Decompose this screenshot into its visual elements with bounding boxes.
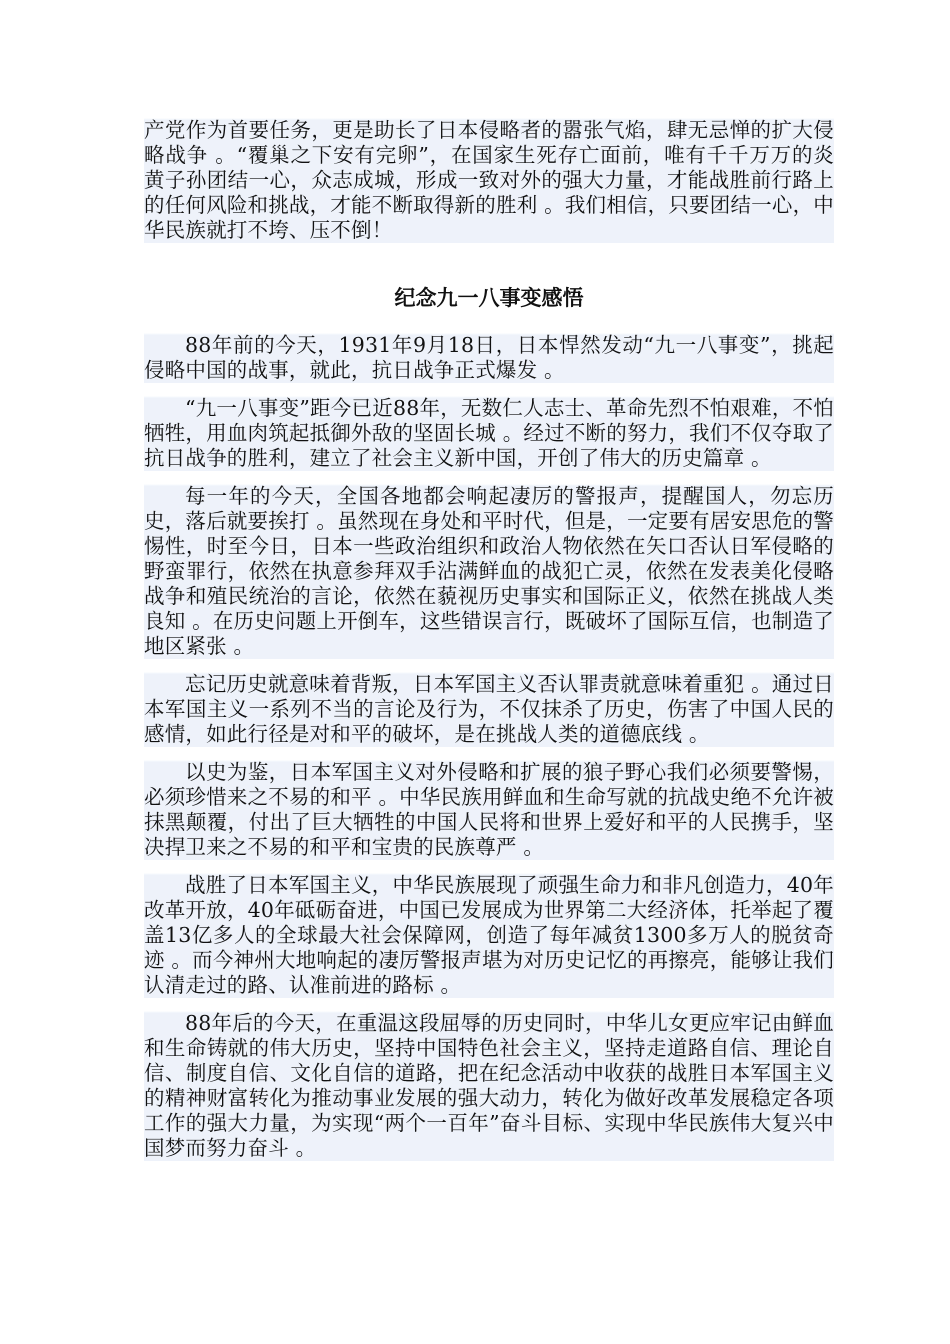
paragraph-1: 88年前的今天，1931年9月18日，日本悍然发动“九一八事变”，挑起侵略中国的战事，就此，抗日战争正式爆发 。 xyxy=(144,333,834,382)
paragraph-7: 88年后的今天，在重温这段屈辱的历史同时，中华儿女更应牢记由鲜血和生命铸就的伟大历史，坚持中国特色社会主义，坚持走道路自信、理论自信、制度自信、文化自信的道路，把在纪念活动中收获的战胜日本军国主义的精神财富转化为推动事业发展的强大动力，转化为做好改革发展稳定各项工作的强大力量，为实现“两个一百年”奋斗目标、实现中华民族伟大复兴中国梦而努力奋斗 。 xyxy=(144,1011,834,1160)
paragraph-6: 战胜了日本军国主义，中华民族展现了顽强生命力和非凡创造力，40年改革开放，40年砥砺奋进，中国已发展成为世界第二大经济体，托举起了覆盖13亿多人的全球最大社会保障网，创造了每年减贫1300多万人的脱贫奇迹 。而今神州大地响起的凄厉警报声堪为对历史记忆的再擦亮，能够让我们认清走过的路、认准前进的路标 。 xyxy=(144,873,834,997)
article-title: 纪念九一八事变感悟 xyxy=(394,286,584,310)
paragraph-2: “九一八事变”距今已近88年，无数仁人志士、革命先烈不怕艰难，不怕牺牲，用血肉筑起抵御外敌的坚固长城 。经过不断的努力，我们不仅夺取了抗日战争的胜利，建立了社会主义新中国，开创了伟大的历史篇章 。 xyxy=(144,396,834,470)
intro-paragraph: 产党作为首要任务，更是助长了日本侵略者的嚣张气焰，肆无忌惮的扩大侵略战争 。“覆巢之下安有完卵”，在国家生死存亡面前，唯有千千万万的炎黄子孙团结一心，众志成城，形成一致对外的强大力量，才能战胜前行路上的任何风险和挑战，才能不断取得新的胜利 。我们相信，只要团结一心，中华民族就打不垮、压不倒！ xyxy=(144,118,834,242)
paragraph-3: 每一年的今天，全国各地都会响起凄厉的警报声，提醒国人，勿忘历史，落后就要挨打 。虽然现在身处和平时代，但是，一定要有居安思危的警惕性，时至今日，日本一些政治组织和政治人物依然在矢口否认日军侵略的野蛮罪行，依然在执意参拜双手沾满鲜血的战犯亡灵，依然在发表美化侵略战争和殖民统治的言论，依然在藐视历史事实和国际正义，依然在挑战人类良知 。在历史问题上开倒车，这些错误言行，既破坏了国际互信，也制造了地区紧张 。 xyxy=(144,484,834,658)
document-page xyxy=(144,118,834,1174)
paragraph-4: 忘记历史就意味着背叛，日本军国主义否认罪责就意味着重犯 。通过日本军国主义一系列不当的言论及行为，不仅抹杀了历史，伤害了中国人民的感情，如此行径是对和平的破坏，是在挑战人类的道德底线 。 xyxy=(144,672,834,746)
paragraph-5: 以史为鉴，日本军国主义对外侵略和扩展的狼子野心我们必须要警惕，必须珍惜来之不易的和平 。中华民族用鲜血和生命写就的抗战史绝不允许被抹黑颠覆，付出了巨大牺牲的中国人民将和世界上爱好和平的人民携手，坚决捍卫来之不易的和平和宝贵的民族尊严 。 xyxy=(144,760,834,859)
